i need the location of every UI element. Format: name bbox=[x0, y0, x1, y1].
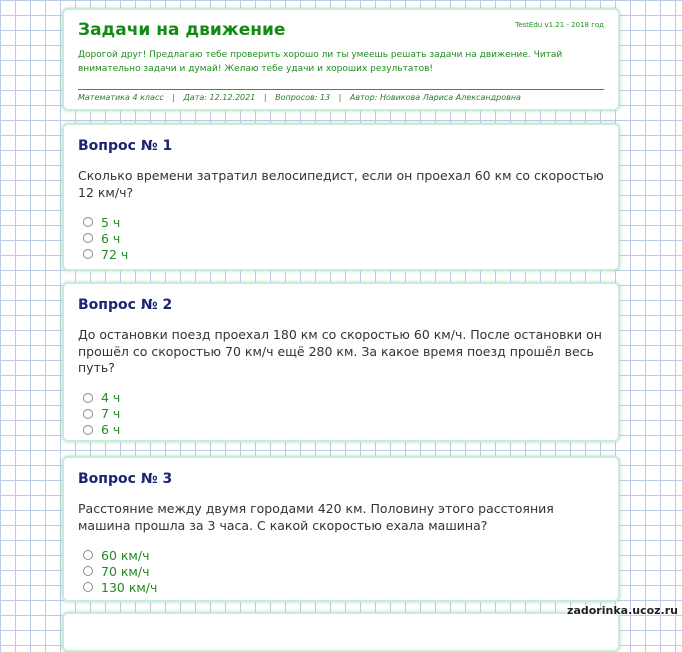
answer-option[interactable] bbox=[78, 246, 604, 262]
question-text: Расстояние между двумя городами 420 км. Половину этого расстояния машина прошла за 3 часа. С какой скоростью ехала машина? bbox=[78, 501, 554, 533]
answer-option[interactable] bbox=[78, 390, 604, 406]
date-label: Дата: 12.12.2021 bbox=[183, 93, 256, 102]
question-text: Сколько времени затратил велосипедист, если он проехал 60 км со скоростью 12 км/ч? bbox=[78, 168, 604, 200]
question-title: Вопрос № 3 bbox=[78, 471, 173, 487]
meta-separator: | bbox=[338, 93, 342, 102]
answer-label[interactable]: 4 ч bbox=[101, 390, 121, 405]
test-header-card bbox=[62, 8, 620, 111]
question-title: Вопрос № 1 bbox=[78, 138, 173, 154]
radio-button[interactable] bbox=[83, 425, 93, 435]
question-card-3 bbox=[62, 456, 620, 602]
answer-option[interactable] bbox=[78, 214, 604, 230]
answer-list bbox=[78, 390, 604, 438]
radio-button[interactable] bbox=[83, 249, 93, 259]
answer-option[interactable] bbox=[78, 563, 604, 579]
page-title: Задачи на движение bbox=[78, 20, 286, 40]
radio-button[interactable] bbox=[83, 393, 93, 403]
intro-text: Дорогой друг! Предлагаю тебе проверить хорошо ли ты умеешь решать задачи на движение. Читай внимательно задачи и думай! Желаю тебе удачи и хороших результатов! bbox=[78, 50, 563, 74]
answer-list bbox=[78, 547, 604, 595]
question-title: Вопрос № 2 bbox=[78, 297, 173, 313]
questions-count-label: Вопросов: 13 bbox=[275, 93, 331, 102]
answer-option[interactable] bbox=[78, 230, 604, 246]
author-label: Автор: Новикова Лариса Александровна bbox=[349, 93, 521, 102]
question-text: До остановки поезд проехал 180 км со скоростью 60 км/ч. После остановки он прошёл со скоростью 70 км/ч ещё 280 км. За какое время поезд прошёл весь путь? bbox=[78, 327, 602, 375]
version-label: TestEdu v1.21 - 2018 год bbox=[515, 21, 604, 29]
meta-line bbox=[78, 89, 604, 102]
answer-option[interactable] bbox=[78, 422, 604, 438]
question-card-4-partial bbox=[62, 612, 620, 652]
question-card-2 bbox=[62, 282, 620, 442]
answer-option[interactable] bbox=[78, 406, 604, 422]
radio-button[interactable] bbox=[83, 233, 93, 243]
answer-label[interactable]: 7 ч bbox=[101, 406, 121, 421]
radio-button[interactable] bbox=[83, 582, 93, 592]
radio-button[interactable] bbox=[83, 550, 93, 560]
answer-list bbox=[78, 214, 604, 262]
answer-label[interactable]: 130 км/ч bbox=[101, 579, 158, 595]
question-card-1 bbox=[62, 123, 620, 271]
answer-label[interactable]: 6 ч bbox=[101, 422, 121, 437]
meta-separator: | bbox=[172, 93, 175, 102]
answer-label[interactable]: 70 км/ч bbox=[101, 563, 150, 579]
answer-label[interactable]: 6 ч bbox=[101, 230, 121, 246]
radio-button[interactable] bbox=[83, 409, 93, 419]
radio-button[interactable] bbox=[83, 217, 93, 227]
answer-option[interactable] bbox=[78, 547, 604, 563]
site-watermark: zadorinka.ucoz.ru bbox=[567, 604, 678, 617]
answer-label[interactable]: 5 ч bbox=[101, 214, 121, 230]
answer-label[interactable]: 60 км/ч bbox=[101, 547, 150, 563]
meta-separator: | bbox=[263, 93, 267, 102]
answer-label[interactable]: 72 ч bbox=[101, 246, 129, 262]
answer-option[interactable] bbox=[78, 579, 604, 595]
subject-label: Математика 4 класс bbox=[78, 93, 164, 102]
radio-button[interactable] bbox=[83, 566, 93, 576]
